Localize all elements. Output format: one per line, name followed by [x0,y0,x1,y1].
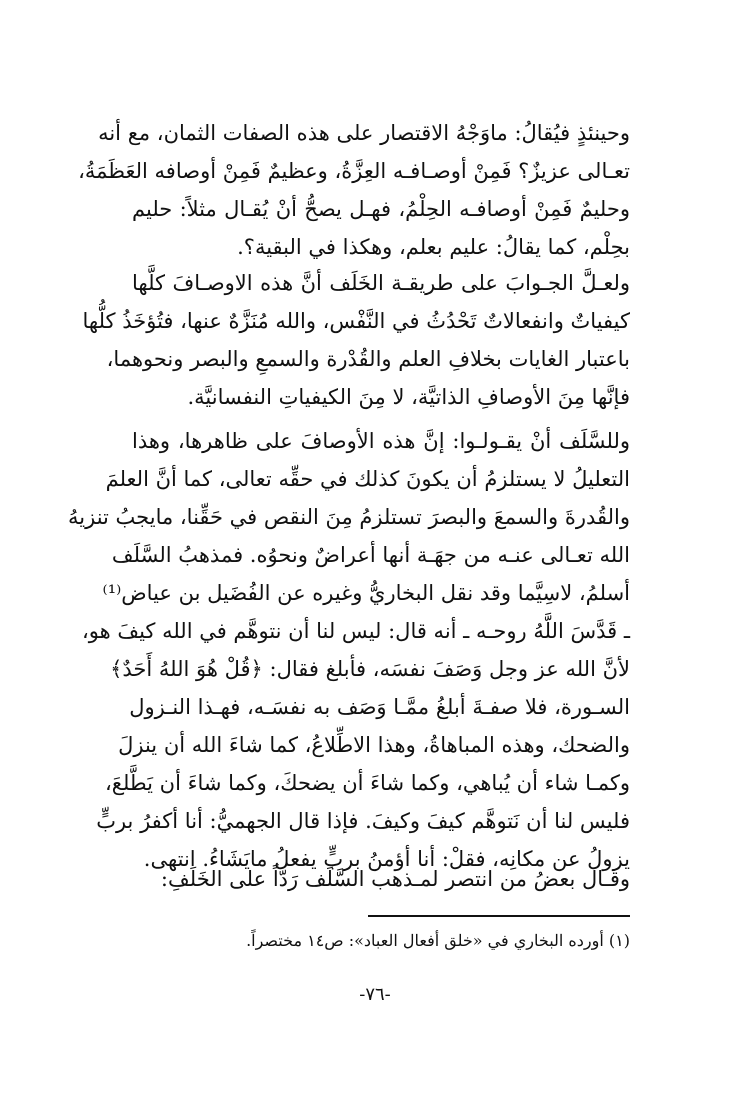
text-line: يزولُ عن مكانِه، فقلْ: أنا أؤمنُ بربٍّ يفعلُ مايَشَاءُ. انتهى. [143,847,630,871]
text-line: ولعـلَّ الجـوابَ على طريقـة الخَلَف أنَّ هذه الاوصـافَ كلَّها [132,271,630,295]
text-line: والقُدرةَ والسمعَ والبصرَ تستلزمُ مِنَ النقص في حَقِّنا، مايجبُ تنزيهُ [68,505,630,529]
text-line: ـ قَدَّسَ اللَّهُ روحـه ـ أنه قال: ليس لنا أن نتوهَّم في الله كيفَ هو، [81,619,630,643]
text-line: فإنَّها مِنَ الأوصافِ الذاتيَّة، لا مِنَ الكيفياتِ النفسانيَّة. [187,385,630,409]
page-number: -٧٦- [359,984,391,1005]
paragraph-2 [82,264,630,416]
text-line: أسلمُ، لاسِيَّما وقد نقل البخاريُّ وغيره عن الفُضَيل بن عياض⁽¹⁾ [102,581,630,605]
text-line: لأنَّ الله عز وجل وَصَفَ نفسَه، فأبلغ فقال: ﴿قُلْ هُوَ اللهُ أَحَدٌ﴾ [110,657,630,681]
text-line: فليس لنا أن نَتوهَّم كيفَ وكيفَ. فإذا قال الجهميُّ: أنا أكفرُ بربٍّ [96,809,630,833]
text-line: وحليمٌ فَمِنْ أوصافـه الحِلْمُ، فهـل يصحُّ أنْ يُقـال مثلاً: حليم [132,197,630,221]
text-line: التعليلُ لا يستلزمُ أن يكونَ كذلك في حقِّه تعالى، كما أنَّ العلمَ [105,467,630,491]
text-line: باعتبار الغايات بخلافِ العلم والقُدْرة والسمعِ والبصر ونحوهما، [106,347,630,371]
paragraph-1 [78,114,630,266]
text-line: تعـالى عزيزٌ؟ فَمِنْ أوصـافـه العِزَّةُ، وعظيمٌ فَمِنْ أوصافه العَظَمَةُ، [78,159,630,183]
paragraph-3 [68,422,630,878]
text-line: وقـال بعضُ من انتصر لمـذهب السَّلَف رَدّاً على الخَلَفِ: [160,867,630,891]
paragraph-4 [132,860,630,898]
text-line: الله تعـالى عنـه من جهَـة أنها أعراضٌ ونحوُه. فمذهبُ السَّلَف [111,543,630,567]
text-line: والضحك، وهذه المباهاةُ، وهذا الاطِّلاعُ، كما شاءَ الله أن ينزلَ [118,733,630,757]
footnote-divider [368,915,630,917]
text-line: وللسَّلَف أنْ يقـولـوا: إنَّ هذه الأوصافَ على ظاهرها، وهذا [132,429,630,453]
text-line: وحينئذٍ فيُقالُ: ماوَجْهُ الاقتصار على هذه الصفات الثمان، مع أنه [98,121,630,145]
text-line: بحِلْم، كما يقالُ: عليم بعلم، وهكذا في البقية؟. [237,235,630,259]
text-line: كيفياتٌ وانفعالاتٌ تَحْدُثُ في النَّفْس، والله مُنَزَّهٌ عنها، فتُؤخَذُ كلُّها [82,309,630,333]
text-line: السـورة، فلا صفـةَ أبلغُ ممَّـا وَصَف به نفسَـه، فهـذا النـزول [129,695,630,719]
text-line: وكمـا شاء أن يُباهي، وكما شاءَ أن يضحكَ، وكما شاءَ أن يَطَّلعَ، [105,771,630,795]
footnote: (١) أورده البخاري في «خلق أفعال العباد»: ص١٤ مختصراً. [246,931,630,950]
